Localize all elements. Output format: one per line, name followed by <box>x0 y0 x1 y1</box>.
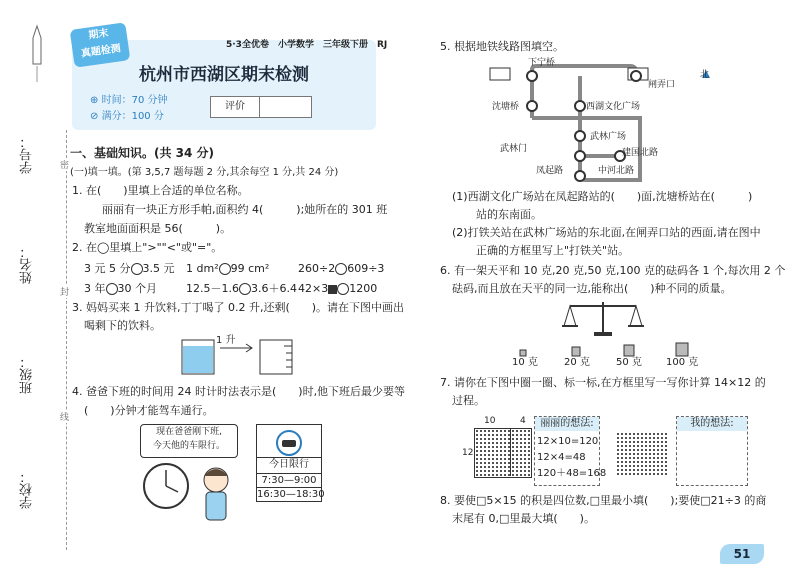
badge-line1: 期末 <box>87 27 110 42</box>
q2-r1c1-left: 3 元 5 分 <box>84 262 131 275</box>
weight-50g <box>624 345 634 356</box>
compare-circle[interactable] <box>239 283 251 295</box>
empty-cup <box>260 340 292 374</box>
grid-top-10: 10 <box>484 416 496 426</box>
q7-line2: 过程。 <box>452 394 485 407</box>
q4-line2: ( )分钟才能驾车通行。 <box>84 404 214 417</box>
exam-time-text: 时间：70 分钟 <box>101 95 168 106</box>
station-jianguo: 建国北路 <box>622 148 659 158</box>
q2-row2-col2 <box>186 282 297 296</box>
final-exam-badge <box>70 22 131 67</box>
q2-r2c3-right: 1200 <box>349 282 378 295</box>
limit-title: 今日限行 <box>257 457 321 472</box>
section-basic-knowledge: 一、基础知识。(共 34 分) <box>70 146 215 160</box>
q2-r2c2-left: 12.5－1.6 <box>186 282 239 295</box>
boy-body <box>206 492 226 520</box>
series-info: 5·3全优卷 小学数学 三年级下册 RJ <box>226 40 388 50</box>
q5-1-line2: 站的东南面。 <box>476 208 542 221</box>
q4-line1: 4. 爸爸下班的时间用 24 时计时法表示是( )时,他下班后最少要等 <box>72 385 406 398</box>
station-xihu-square: 西湖文化广场 <box>586 102 641 112</box>
compare-circle[interactable] <box>106 283 118 295</box>
badge-line2: 真题检测 <box>80 43 122 60</box>
q2-row1-col3 <box>298 262 384 276</box>
compare-circle[interactable] <box>219 263 231 275</box>
q2-r2c3-left: 42×3 <box>298 282 329 295</box>
balance-scale-icon <box>560 298 646 338</box>
lili-head: 丽丽的想法: <box>535 417 599 431</box>
limit-time2: 16:30—18:30 <box>257 489 325 500</box>
q2-r1c3-left: 260÷2 <box>298 262 336 275</box>
rocket-icon <box>30 24 44 84</box>
speech-bubble <box>140 424 238 458</box>
dot-grid-mine[interactable] <box>616 432 668 476</box>
q2-r2c1-right: 30 个月 <box>117 282 157 295</box>
station-wulin-square: 武林广场 <box>590 132 627 142</box>
q6-line1: 6. 有一架天平和 10 克,20 克,50 克,100 克的砝码各 1 个,每次用 2 个 <box>440 264 786 277</box>
north-label: 北 <box>700 70 710 80</box>
q2-prompt: 2. 在◯里填上">""<"或"="。 <box>72 241 223 254</box>
name-label: 姓名： <box>20 245 35 284</box>
my-thinking-box[interactable] <box>676 416 748 486</box>
school-label: 学校： <box>20 470 35 509</box>
cup-label: 1 升 <box>216 335 236 346</box>
lili-step3: 120＋48=168 <box>537 468 607 479</box>
clock-icon: ⊕ <box>90 95 99 106</box>
exam-score-text: 满分：100 分 <box>101 111 164 122</box>
lili-thinking-box <box>534 416 607 486</box>
weight-20g <box>572 347 580 356</box>
q2-row1 <box>84 262 175 276</box>
weight-10-label: 10 克 <box>512 357 538 368</box>
metro-map <box>470 56 720 186</box>
class-label: 班级： <box>20 355 35 394</box>
speech-line2: 今天他的车限行。 <box>152 441 225 451</box>
compare-circle[interactable] <box>131 263 143 275</box>
evaluation-label: 评价 <box>211 97 260 117</box>
clock-and-boy-figure <box>140 456 240 530</box>
compare-circle[interactable] <box>337 283 349 295</box>
q2-row1-col2 <box>186 262 269 276</box>
q2-r2c2-right: 3.6＋6.4 <box>251 282 297 295</box>
weight-50-label: 50 克 <box>616 357 642 368</box>
q5-2-line2: 正确的方框里写上"打铁关"站。 <box>476 244 630 257</box>
q3-cups-figure <box>180 334 300 376</box>
dot-grid-lili <box>474 428 532 478</box>
q5-2-line1: (2)打铁关站在武林广场站的东北面,在闸弄口站的西面,请在图中 <box>452 226 761 239</box>
exam-score <box>90 110 164 124</box>
page-number: 51 <box>720 544 764 564</box>
q7-line1: 7. 请你在下图中圈一圈、标一标,在方框里写一写你计算 14×12 的 <box>440 376 766 389</box>
car-icon <box>275 429 303 457</box>
q2-row2 <box>84 282 157 296</box>
seal-mark-1: 密 <box>60 158 69 171</box>
check-icon: ⊘ <box>90 111 99 122</box>
student-number-label: 学号： <box>20 135 35 174</box>
evaluation-box[interactable] <box>210 96 312 118</box>
q1-line2: 教室地面面积是 56( )。 <box>84 222 232 235</box>
station-shendang: 沈塘桥 <box>492 102 520 112</box>
station-zhakou: 闸弄口 <box>648 80 676 90</box>
grid-top-4: 4 <box>520 416 526 426</box>
my-head: 我的想法: <box>677 417 747 431</box>
compare-circle[interactable] <box>335 263 347 275</box>
blank-station-box-1 <box>490 68 510 80</box>
station-xianing: 下宁桥 <box>528 58 556 68</box>
station-wulinmen: 武林门 <box>500 144 528 154</box>
q2-r1c1-right: 3.5 元 <box>142 262 175 275</box>
full-cup-liquid <box>183 346 213 373</box>
q2-row2-col3 <box>298 282 377 296</box>
weight-100-label: 100 克 <box>666 357 699 368</box>
limit-time1: 7:30—9:00 <box>257 473 321 488</box>
speech-line1: 现在爸爸刚下班, <box>156 427 222 437</box>
station-fengqi: 凤起路 <box>536 166 564 176</box>
grid-split-line <box>510 428 511 476</box>
q2-r2c1-left: 3 年 <box>84 282 106 295</box>
weight-100g <box>676 343 688 356</box>
grid-left-12: 12 <box>462 448 474 458</box>
q5-1-line1: (1)西湖文化广场站在凤起路站的( )面,沈塘桥站在( ) <box>452 190 753 203</box>
q2-r1c3-right: 609÷3 <box>347 262 385 275</box>
q1-prompt: 1. 在( )里填上合适的单位名称。 <box>72 184 249 197</box>
q1-line1: 丽丽有一块正方形手帕,面积约 4( );她所在的 301 班 <box>102 203 388 216</box>
q2-r1c2-right: 99 cm² <box>230 262 270 275</box>
weight-20-label: 20 克 <box>564 357 590 368</box>
part1-instructions: (一)填一填。(第 3,5,7 题每题 2 分,其余每空 1 分,共 24 分) <box>70 167 339 178</box>
lili-step2: 12×4=48 <box>537 452 586 463</box>
hidden-digit-square <box>328 285 337 294</box>
q3-line1: 3. 妈妈买来 1 升饮料,丁丁喝了 0.2 升,还剩( )。请在下图中画出 <box>72 301 405 314</box>
binding-dashed-line <box>66 130 67 550</box>
seal-mark-3: 线 <box>60 410 69 423</box>
traffic-limit-sign <box>256 424 325 502</box>
station-zhonghe: 中河北路 <box>598 166 635 176</box>
q3-line2: 喝剩下的饮料。 <box>84 319 161 332</box>
seal-mark-2: 封 <box>60 285 69 298</box>
exam-title: 杭州市西湖区期末检测 <box>139 65 309 85</box>
exam-time <box>90 94 167 108</box>
q5-prompt: 5. 根据地铁线路图填空。 <box>440 40 564 53</box>
q6-line2: 砝码,而且放在天平的同一边,能称出( )种不同的质量。 <box>452 282 732 295</box>
lili-step1: 12×10=120 <box>537 436 599 447</box>
q8-line1: 8. 要使□5×15 的积是四位数,□里最小填( );要使□21÷3 的商 <box>440 494 767 507</box>
q2-r1c2-left: 1 dm² <box>186 262 219 275</box>
q8-line2: 末尾有 0,□里最大填( )。 <box>452 512 595 525</box>
